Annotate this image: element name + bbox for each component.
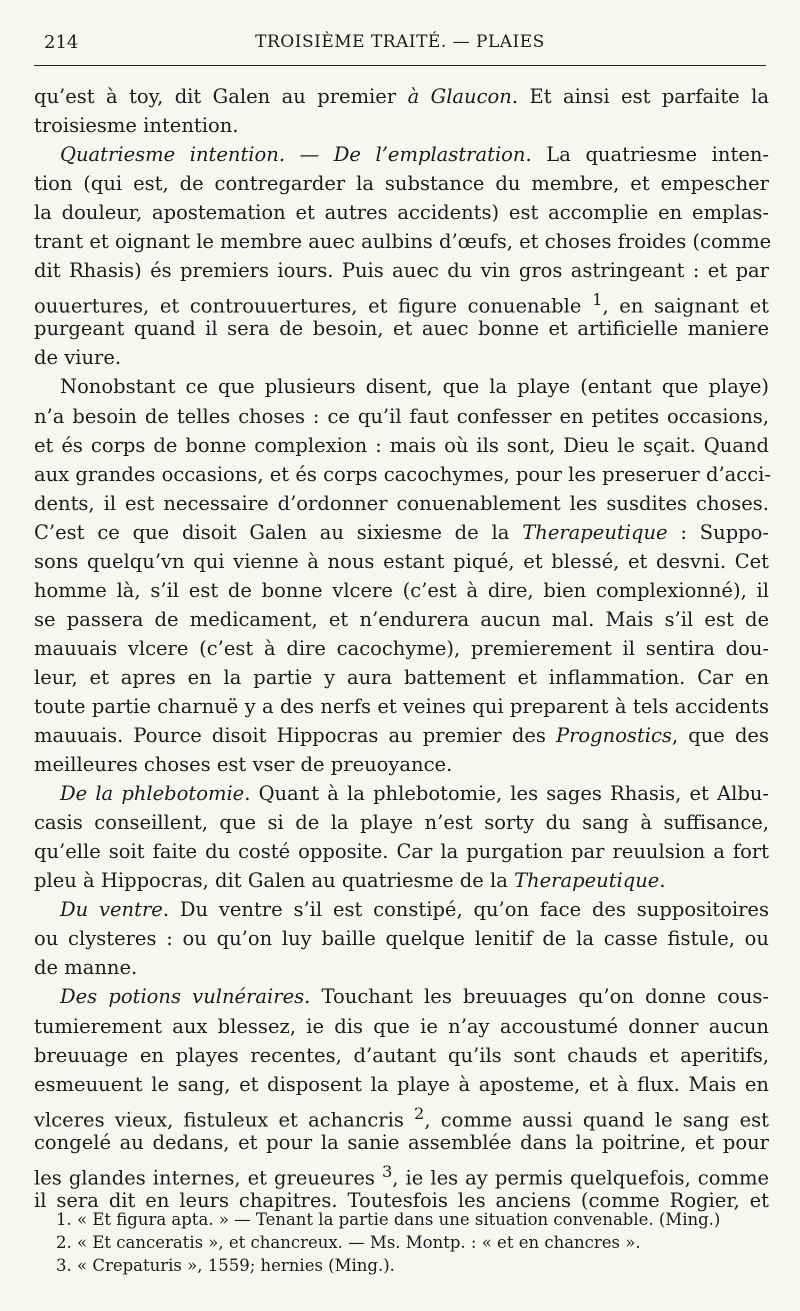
text-line: de manne. (34, 956, 138, 980)
text-line: congelé au dedans, et pour la sanie assemblée dans la poitrine, et pour (34, 1130, 769, 1154)
text-line: meilleures choses est vser de preuoyance. (34, 753, 453, 777)
page-header (34, 32, 766, 54)
page-number: 214 (44, 32, 79, 53)
text-line: purgeant quand il sera de besoin, et auec bonne et artificielle maniere (34, 317, 769, 341)
text-line: n’a besoin de telles choses : ce qu’il faut confesser en petites occasions, (34, 404, 769, 428)
text-line: et és corps de bonne complexion : mais où ils sont, Dieu le sçait. Quand (34, 433, 769, 457)
text-line: trant et oignant le membre auec aulbins d’œufs, et choses froides (comme (34, 230, 772, 254)
footnote: 2. « Et canceratis », et chancreux. — Ms. Montp. : « et en chancres ». (56, 1233, 641, 1252)
text-line: la douleur, apostemation et autres accidents) est accomplie en emplas- (34, 201, 769, 225)
text-line: il sera dit en leurs chapitres. Toutesfois les anciens (comme Rogier, et (34, 1188, 769, 1212)
text-line: qu’elle soit faite du costé opposite. Car la purgation par reuulsion a fort (34, 840, 769, 864)
text-line: Du ventre. Du ventre s’il est constipé, qu’on face des suppositoires (60, 898, 769, 922)
text-line: Nonobstant ce que plusieurs disent, que la playe (entant que playe) (60, 375, 769, 399)
text-line: ouuertures, et controuuertures, et figure conuenable $^1$, en saignant et (34, 290, 770, 318)
header-rule (34, 65, 766, 66)
text-line: pleu à Hippocras, dit Galen au quatriesme de la Therapeutique. (34, 869, 666, 893)
text-line: dit Rhasis) és premiers iours. Puis auec du vin gros astringeant : et par (34, 259, 769, 283)
footnotes (56, 1208, 772, 1277)
text-line: tion (qui est, de contregarder la substance du membre, et empescher (34, 172, 769, 196)
text-line: leur, et apres en la partie y aura battement et inflammation. Car en (34, 665, 769, 689)
text-line: dents, il est necessaire d’ordonner conuenablement les susdites choses. (34, 491, 769, 515)
text-line: aux grandes occasions, et és corps cacochymes, pour les preseruer d’acci- (34, 462, 771, 486)
text-line: tumierement aux blessez, ie dis que ie n’ay accoustumé donner aucun (34, 1014, 769, 1038)
text-line: homme là, s’il est de bonne vlcere (c’est à dire, bien complexionné), il (34, 578, 769, 602)
text-line: se passera de medicament, et n’endurera aucun mal. Mais s’il est de (34, 607, 769, 631)
text-line: ou clysteres : ou qu’on luy baille quelque lenitif de la casse fistule, ou (34, 927, 769, 951)
text-line: mauuais vlcere (c’est à dire cacochyme), premierement il sentira dou- (34, 636, 769, 660)
text-line: sons quelqu’vn qui vienne à nous estant piqué, et blessé, et desvni. Cet (34, 549, 769, 573)
text-line: qu’est à toy, dit Galen au premier à Glaucon. Et ainsi est parfaite la (34, 85, 769, 108)
running-title: TROISIÈME TRAITÉ. — PLAIES (255, 32, 545, 52)
text-line: troisiesme intention. (34, 114, 239, 138)
footnote: 3. « Crepaturis », 1559; hernies (Ming.). (56, 1256, 395, 1275)
text-line: esmeuuent le sang, et disposent la playe à aposteme, et à flux. Mais en (34, 1072, 769, 1096)
text-line: Quatriesme intention. — De l’emplastration. La quatriesme inten- (60, 143, 770, 167)
footnote: 1. « Et figura apta. » — Tenant la partie dans une situation convenable. (Ming.) (56, 1210, 721, 1229)
text-line: breuuage en playes recentes, d’autant qu’ils sont chauds et aperitifs, (34, 1043, 769, 1067)
text-line: casis conseillent, que si de la playe n’est sorty du sang à suffisance, (34, 811, 769, 835)
text-line: C’est ce que disoit Galen au sixiesme de la Therapeutique : Suppo- (34, 520, 769, 544)
text-line: De la phlebotomie. Quant à la phlebotomie, les sages Rhasis, et Albu- (60, 782, 769, 806)
text-line: toute partie charnuë y a des nerfs et veines qui preparent à tels accidents (34, 694, 769, 718)
text-line: mauuais. Pource disoit Hippocras au premier des Prognostics, que des (34, 724, 769, 748)
text-line: de viure. (34, 346, 122, 370)
text-line: Des potions vulnéraires. Touchant les breuuages qu’on donne cous- (60, 985, 769, 1009)
body-text (34, 82, 772, 1215)
text-line: les glandes internes, et greueures $^3$, ie les ay permis quelquefois, comme (34, 1161, 769, 1190)
text-line: vlceres vieux, fistuleux et achancris $^2$, comme aussi quand le sang est (34, 1103, 769, 1132)
